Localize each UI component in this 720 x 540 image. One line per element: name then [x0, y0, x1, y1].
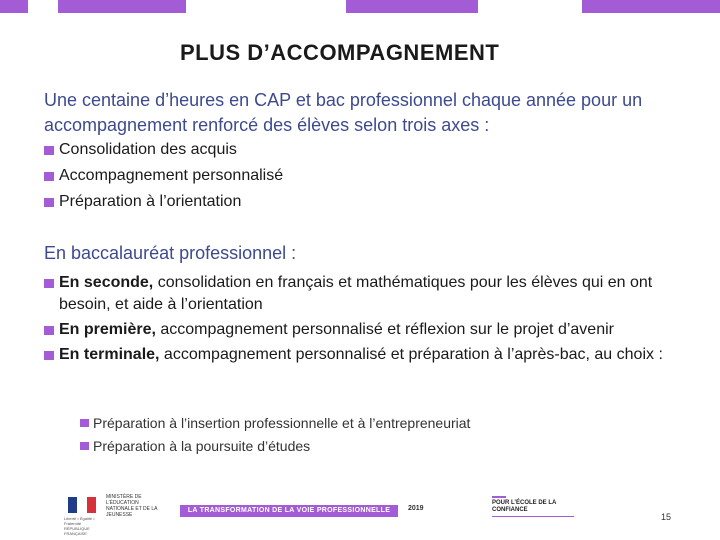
square-bullet-icon — [80, 419, 89, 427]
slide-title: PLUS D’ACCOMPAGNEMENT — [180, 40, 500, 65]
logo-accent-bar — [492, 496, 506, 498]
list-item-text: accompagnement personnalisé et réflexion sur le projet d’avenir — [155, 321, 614, 338]
ministry-label: MINISTÈRE DE L’ÉDUCATION NATIONALE ET DE LA JEUNESSE — [106, 494, 158, 518]
logo-underline — [492, 516, 574, 517]
list-item — [44, 344, 694, 366]
square-bullet-icon — [44, 351, 54, 360]
choices-list — [80, 412, 640, 458]
square-bullet-icon — [44, 279, 54, 288]
ministry-logo — [62, 492, 158, 536]
list-item — [44, 139, 694, 161]
top-decor-bar — [0, 0, 28, 13]
footer-banner: LA TRANSFORMATION DE LA VOIE PROFESSIONNELLE — [180, 505, 398, 517]
list-item — [44, 165, 694, 187]
bac-heading: En baccalauréat professionnel : — [44, 243, 297, 263]
french-flag-icon — [68, 497, 96, 513]
square-bullet-icon — [44, 198, 54, 207]
footer-year: 2019 — [408, 505, 424, 512]
top-decor-bar — [58, 0, 186, 13]
list-item-bold: En seconde, — [59, 274, 154, 291]
list-item-text: Préparation à la poursuite d’études — [93, 438, 311, 454]
axes-list — [44, 139, 694, 217]
list-item-text: consolidation en français et mathématiques pour les élèves qui en ont besoin, et aide à l’orientation — [59, 274, 653, 313]
list-item — [80, 435, 640, 458]
list-item-text: Préparation à l’orientation — [59, 193, 242, 210]
square-bullet-icon — [44, 172, 54, 181]
square-bullet-icon — [44, 326, 54, 335]
ecole-label: POUR L’ÉCOLE DE LA CONFIANCE — [492, 500, 557, 513]
bac-list — [44, 272, 694, 369]
top-decor-bar — [582, 0, 720, 13]
intro-text: Une centaine d’heures en CAP et bac professionnel chaque année pour un accompagnement renforcé des élèves selon trois axes : — [44, 90, 643, 135]
list-item-text: accompagnement personnalisé et préparation à l’après-bac, au choix : — [159, 346, 663, 363]
ministry-motto: Liberté • Égalité • Fraternité RÉPUBLIQUE FRANÇAISE — [64, 516, 95, 536]
list-item-text: Préparation à l’insertion professionnelle et à l’entrepreneuriat — [93, 415, 471, 431]
top-decor-bar — [346, 0, 478, 13]
list-item — [44, 319, 694, 341]
list-item — [80, 412, 640, 435]
list-item-bold: En première, — [59, 321, 156, 338]
list-item-bold: En terminale, — [59, 346, 160, 363]
page-number: 15 — [661, 512, 672, 522]
list-item — [44, 272, 694, 316]
square-bullet-icon — [80, 442, 89, 450]
list-item — [44, 191, 694, 213]
square-bullet-icon — [44, 146, 54, 155]
ecole-confiance-logo — [492, 496, 582, 517]
list-item-text: Consolidation des acquis — [59, 141, 237, 158]
list-item-text: Accompagnement personnalisé — [59, 167, 284, 184]
